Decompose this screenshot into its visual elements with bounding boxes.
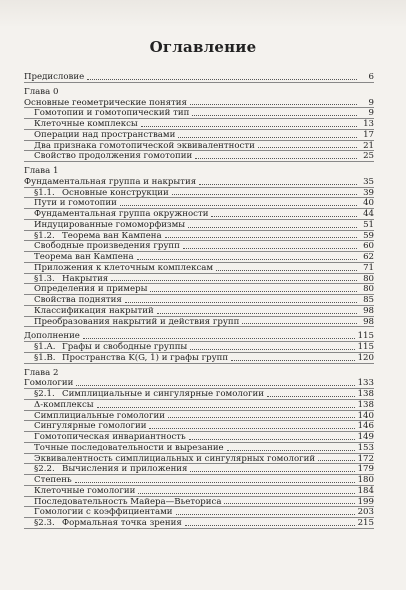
toc-entry-label: Пространства K(G, 1) и графы групп — [62, 352, 229, 363]
toc-entry-label: Формальная точка зрения — [62, 518, 182, 528]
toc-section-number: §2.2. — [34, 464, 55, 475]
toc-entry-label: Гомологии — [24, 378, 74, 389]
toc-page-number: 215 — [357, 518, 374, 528]
toc-entry-label: Δ-комплексы — [34, 399, 94, 410]
toc-entry-label: Пути и гомотопии — [34, 198, 117, 209]
toc-page-number: 44 — [363, 209, 374, 219]
toc-page-number: 21 — [363, 140, 374, 151]
toc-page-number: 172 — [357, 453, 374, 464]
toc-dot-leader — [189, 439, 355, 440]
toc-entry-title — [24, 98, 187, 109]
toc-entry-title — [24, 231, 162, 242]
toc-page-number: 9 — [368, 108, 374, 119]
toc-dot-leader — [195, 158, 357, 159]
toc-dot-leader — [227, 450, 355, 451]
toc-dot-leader — [157, 313, 357, 314]
toc-entry-title — [24, 497, 221, 508]
page-top-edge — [0, 0, 406, 28]
toc-entry-label: Индуцированные гомоморфизмы — [34, 219, 186, 230]
toc-page-number: 39 — [363, 187, 374, 198]
toc-page-number: 120 — [357, 352, 374, 363]
toc-dot-leader — [150, 291, 357, 292]
toc-entry-title — [24, 475, 72, 486]
toc-entry-title — [24, 108, 189, 119]
toc-page-number: 80 — [363, 284, 374, 295]
toc-entry-label: Теорема ван Кампена — [34, 252, 134, 262]
toc-dot-leader — [242, 323, 357, 324]
toc-section-number: §2.1. — [34, 389, 55, 399]
toc-page-number: 80 — [363, 273, 374, 284]
toc-page-number: 149 — [357, 432, 374, 442]
toc-dot-leader — [120, 205, 357, 206]
toc-entry-title — [24, 151, 192, 162]
toc-entry-title — [24, 141, 255, 152]
toc-entry-label: Клеточные гомологии — [34, 485, 136, 496]
toc-entry-label: Фундаментальная группа окружности — [34, 209, 209, 219]
toc-dot-leader — [231, 360, 354, 361]
toc-entry-title — [24, 87, 58, 98]
toc-dot-leader — [83, 338, 355, 339]
toc-page-number: 184 — [357, 485, 374, 496]
toc-entry-label: Накрытия — [62, 273, 109, 284]
toc-entry-label: Дополнение — [24, 331, 80, 342]
toc-entry-label: Глава 1 — [24, 166, 59, 176]
toc-section-number: §1.2. — [34, 230, 55, 241]
toc-page-number: 51 — [363, 219, 374, 230]
toc-entry-label: Свободные произведения групп — [34, 241, 180, 252]
toc-entry-title — [24, 411, 165, 422]
toc-dot-leader — [125, 302, 357, 303]
toc-entry-label: Гомотопии и гомотопический тип — [34, 108, 190, 119]
toc-entry-label: Симплициальные гомологии — [34, 410, 165, 421]
toc-entry-label: Приложения к клеточным комплексам — [34, 262, 214, 273]
toc-entry-title — [24, 464, 187, 475]
toc-dot-leader — [224, 503, 354, 504]
toc-dot-leader — [111, 280, 357, 281]
toc-page-number: 85 — [363, 295, 374, 305]
toc-dot-leader — [141, 126, 357, 127]
toc-page-number: 35 — [363, 176, 374, 187]
toc-page-number: 6 — [368, 72, 374, 82]
toc-entry-title — [24, 252, 134, 263]
toc-entry-label: Фундаментальная группа и накрытия — [24, 176, 197, 187]
toc-page-number: 62 — [363, 252, 374, 262]
toc-entry-label: Определения и примеры — [34, 284, 148, 295]
toc-dot-leader — [190, 104, 357, 105]
toc-entry-title — [24, 263, 213, 274]
toc-entry-title — [24, 188, 169, 199]
toc-page-number: 133 — [357, 378, 374, 389]
toc-dot-leader — [172, 194, 357, 195]
toc-section-number: §2.3. — [34, 518, 55, 528]
toc-entry-label: Предисловие — [24, 72, 85, 82]
toc-entry-title — [24, 342, 187, 353]
toc-entry-label: Свойства поднятия — [34, 295, 122, 305]
toc-page-number: 138 — [357, 389, 374, 399]
toc-entry-label: Вычисления и приложения — [62, 464, 188, 475]
toc-dot-leader — [168, 417, 355, 418]
toc-dot-leader — [318, 460, 354, 461]
toc-entry-label: Клеточные комплексы — [34, 119, 138, 129]
toc-dot-leader — [138, 493, 354, 494]
toc-page-number: 71 — [363, 262, 374, 273]
toc-page-number: 179 — [357, 464, 374, 475]
toc-entry-label: Основные конструкции — [62, 187, 169, 198]
toc-entry-title — [24, 518, 182, 529]
toc-page-number: 180 — [357, 475, 374, 485]
toc-entry-title — [24, 284, 147, 295]
toc-dot-leader — [188, 227, 357, 228]
toc-page-number: 98 — [363, 316, 374, 327]
toc-entry-label: Степень — [34, 475, 72, 485]
toc-entry-title — [24, 400, 94, 411]
toc-dot-leader — [137, 259, 357, 260]
toc-dot-leader — [87, 79, 357, 80]
toc-dot-leader — [190, 349, 354, 350]
toc-page-number: 138 — [357, 399, 374, 410]
toc-page-number: 13 — [363, 119, 374, 129]
toc-entry-label: Гомологии с коэффициентами — [34, 507, 173, 518]
toc-entry — [24, 87, 374, 98]
toc-dot-leader — [185, 525, 355, 526]
toc-page-number: 59 — [363, 230, 374, 241]
toc-entry-title — [24, 421, 146, 432]
toc-page-number: 115 — [357, 342, 374, 352]
toc-page-number: 115 — [357, 331, 374, 342]
toc-entry-title — [24, 119, 138, 130]
toc-entry-title — [24, 353, 228, 364]
toc-dot-leader — [176, 514, 355, 515]
toc-entry-label: Два признака гомотопической эквивалентности — [34, 140, 255, 151]
toc-entry-title — [24, 130, 175, 141]
toc-entry-label: Глава 2 — [24, 367, 59, 378]
toc-entry-label: Последовательность Майера—Вьеториса — [34, 496, 222, 507]
toc-dot-leader — [75, 482, 355, 483]
toc-section-number: §1.3. — [34, 273, 55, 284]
toc-entry — [24, 368, 374, 379]
toc-entry-title — [24, 432, 186, 443]
toc-dot-leader — [190, 471, 354, 472]
toc-entry-title — [24, 274, 108, 285]
toc-entry-title — [24, 209, 208, 220]
toc-entry-title — [24, 295, 122, 306]
toc-dot-leader — [216, 270, 357, 271]
toc-entry-label: Сингулярные гомологии — [34, 421, 147, 432]
toc-entry-title — [24, 331, 80, 342]
toc-dot-leader — [267, 396, 355, 397]
toc-dot-leader — [258, 147, 357, 148]
toc-dot-leader — [149, 428, 354, 429]
toc-dot-leader — [97, 407, 355, 408]
page-title: Оглавление — [149, 38, 257, 56]
toc-dot-leader — [211, 216, 357, 217]
toc-entry-title — [24, 306, 154, 317]
toc-entry-title — [24, 198, 117, 209]
toc-entry-title — [24, 454, 315, 465]
toc-entry-title — [24, 368, 58, 379]
toc-entry-title — [24, 72, 84, 83]
toc-page-number: 25 — [363, 151, 374, 162]
toc-entry-label: Операции над пространствами — [34, 129, 176, 140]
toc-section-number: §1.A. — [34, 342, 56, 352]
toc-entry-label: Теорема ван Кампена — [62, 230, 162, 241]
toc-section-number: §1.B. — [34, 352, 56, 363]
toc-entry-title — [24, 166, 58, 177]
toc-page-number: 40 — [363, 198, 374, 209]
toc-entry-title — [24, 443, 224, 454]
toc-dot-leader — [192, 115, 357, 116]
toc-page-number: 9 — [368, 97, 374, 108]
toc-page-number: 98 — [363, 305, 374, 316]
toc-page-number: 199 — [357, 496, 374, 507]
toc-entry-label: Симплициальные и сингулярные гомологии — [62, 389, 264, 399]
toc-entry-label: Основные геометрические понятия — [24, 97, 187, 108]
toc-section-number: §1.1. — [34, 187, 55, 198]
toc-entry-label: Гомотопическая инвариантность — [34, 432, 186, 442]
toc-entry-title — [24, 317, 239, 328]
toc-page-number: 203 — [357, 507, 374, 518]
toc-entry — [24, 166, 374, 177]
toc-entry-title — [24, 486, 135, 497]
toc-entry-label: Эквивалентность симплициальных и сингулярных гомологий — [34, 453, 316, 464]
toc-entry-label: Классификация накрытий — [34, 305, 154, 316]
toc-entry-title — [24, 241, 180, 252]
toc-page-number: 146 — [357, 421, 374, 432]
toc-entry-label: Графы и свободные группы — [62, 342, 188, 352]
toc-entry-title — [24, 220, 185, 231]
toc-dot-leader — [178, 137, 357, 138]
toc-entry-title — [24, 177, 196, 188]
toc-page-number: 60 — [363, 241, 374, 252]
toc-entry-label: Преобразования накрытий и действия групп — [34, 316, 240, 327]
toc-dot-leader — [165, 237, 357, 238]
toc-page-number: 17 — [363, 129, 374, 140]
toc-entry-label: Точные последовательности и вырезание — [34, 442, 224, 453]
toc-entry-title — [24, 378, 73, 389]
toc-dot-leader — [76, 385, 354, 386]
toc-dot-leader — [199, 184, 357, 185]
toc-page-number: 153 — [357, 442, 374, 453]
toc-entry-title — [24, 507, 173, 518]
toc-entry-label: Свойство продолжения гомотопии — [34, 151, 193, 162]
toc-entry-title — [24, 389, 264, 400]
toc-page-number: 140 — [357, 410, 374, 421]
toc-dot-leader — [183, 248, 357, 249]
table-of-contents — [24, 72, 374, 529]
toc-entry-label: Глава 0 — [24, 86, 59, 97]
